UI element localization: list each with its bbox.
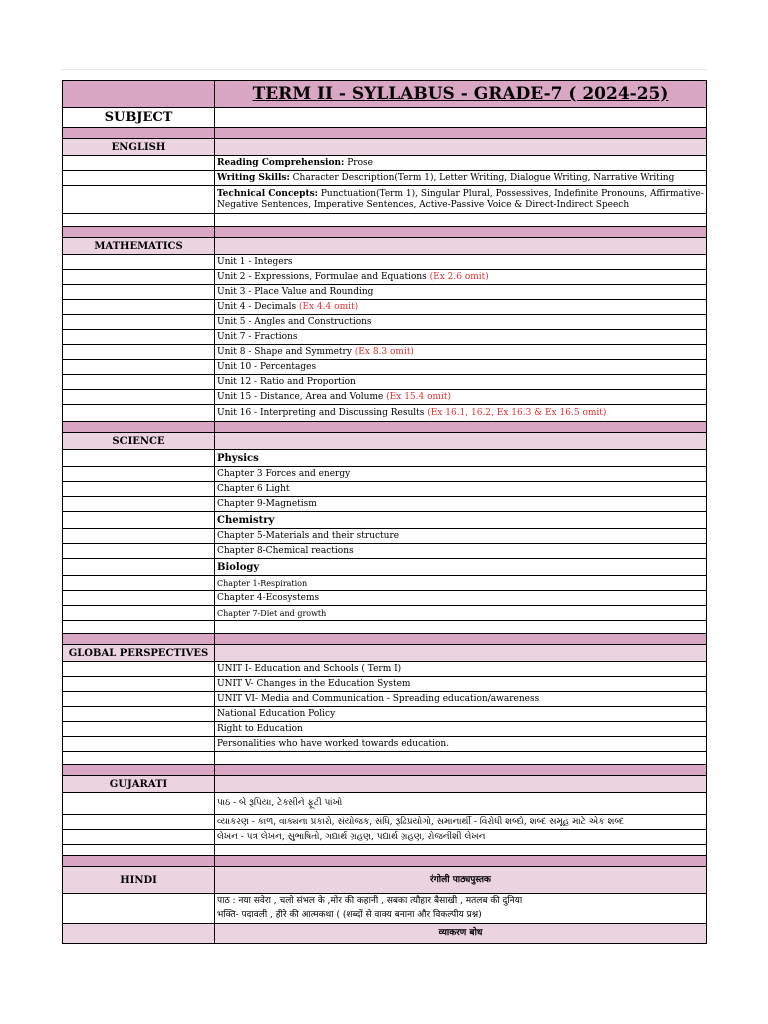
subject-hindi: HINDI xyxy=(63,867,215,894)
list-item: UNIT VI- Media and Communication - Spreading education/awareness xyxy=(63,692,707,707)
list-item: Chemistry xyxy=(63,512,707,529)
subject-english: ENGLISH xyxy=(63,139,215,156)
list-item: Chapter 8-Chemical reactions xyxy=(63,544,707,559)
gp-row xyxy=(63,645,707,662)
list-item: Chapter 9-Magnetism xyxy=(63,497,707,512)
list-item: Unit 4 - Decimals (Ex 4.4 omit) xyxy=(63,300,707,315)
subject-science: SCIENCE xyxy=(63,433,215,450)
list-item: Unit 7 - Fractions xyxy=(63,330,707,345)
list-item: Chapter 3 Forces and energy xyxy=(63,467,707,482)
title-row xyxy=(63,81,707,108)
subject-header: SUBJECT xyxy=(63,108,215,128)
syllabus-table xyxy=(62,80,707,944)
list-item: Chapter 5-Materials and their structure xyxy=(63,529,707,544)
subject-gujarati: GUJARATI xyxy=(63,776,215,793)
list-item: Chapter 7-Diet and growth xyxy=(63,606,707,621)
science-row xyxy=(63,433,707,450)
english-row xyxy=(63,139,707,156)
list-item: Biology xyxy=(63,559,707,576)
list-item: પાઠ - બે રૂપિયા, ટેક્સીને ફૂટી પાંખો xyxy=(63,793,707,815)
list-item: Unit 15 - Distance, Area and Volume (Ex 15.4 omit) xyxy=(63,390,707,405)
english-item: Technical Concepts: Punctuation(Term 1), Singular Plural, Possessives, Indefinite Pronouns, Affirmative-Negative Sentences, Imperative Sentences, Active-Passive Voice & Direct-Indirect Speech xyxy=(63,186,707,214)
list-item: भक्ति- पदावली , हीरे की आत्मकथा ( (शब्दों से वाक्य बनाना और विकल्पीय प्रश्न) xyxy=(63,909,707,924)
list-item: Unit 3 - Place Value and Rounding xyxy=(63,285,707,300)
list-item: UNIT I- Education and Schools ( Term I) xyxy=(63,662,707,677)
list-item: पाठ : नया सवेरा , चलो संभल के ,मोर की कहानी , सबका त्यौहार बैसाखी , मतलब की दुनिया xyxy=(63,894,707,909)
sheet-top-line xyxy=(62,69,706,79)
list-item: Chapter 6 Light xyxy=(63,482,707,497)
list-item: Chapter 1-Respiration xyxy=(63,576,707,591)
hindi-grammar-row xyxy=(63,924,707,944)
subject-header-row xyxy=(63,108,707,128)
list-item: લેખન - પત્ર લેખન, સુભાષિતો, ગદ્યાર્થ ગ્રહણ, પદ્યાર્થ ગ્રહણ, રોજનીશી લેખન xyxy=(63,830,707,845)
gujarati-row xyxy=(63,776,707,793)
english-item: Writing Skills: Character Description(Term 1), Letter Writing, Dialogue Writing, Narrative Writing xyxy=(63,171,707,186)
page-title: TERM II - SYLLABUS - GRADE-7 ( 2024-25) xyxy=(215,81,707,108)
hindi-grammar-title: व्याकरण बोध xyxy=(215,924,707,944)
subject-global-perspectives: GLOBAL PERSPECTIVES xyxy=(63,645,215,662)
list-item: Personalities who have worked towards education. xyxy=(63,737,707,752)
list-item: Unit 10 - Percentages xyxy=(63,360,707,375)
list-item: Physics xyxy=(63,450,707,467)
list-item: UNIT V- Changes in the Education System xyxy=(63,677,707,692)
subject-mathematics: MATHEMATICS xyxy=(63,238,215,255)
list-item: Unit 16 - Interpreting and Discussing Results (Ex 16.1, 16.2, Ex 16.3 & Ex 16.5 omit) xyxy=(63,405,707,422)
list-item: National Education Policy xyxy=(63,707,707,722)
list-item: Unit 8 - Shape and Symmetry (Ex 8.3 omit) xyxy=(63,345,707,360)
list-item: વ્યાકરણ - કાળ, વાક્યના પ્રકારો, સંયોજક, સંધિ, રૂઢિપ્રયોગો, સમાનાર્થી - વિરોધી શબ્દો, શબ્દ સમૂહ માટે એક શબ્દ xyxy=(63,815,707,830)
list-item: Unit 2 - Expressions, Formulae and Equations (Ex 2.6 omit) xyxy=(63,270,707,285)
list-item: Right to Education xyxy=(63,722,707,737)
mathematics-row xyxy=(63,238,707,255)
hindi-book-title: रंगोली पाठ्यपुस्तक xyxy=(215,867,707,894)
list-item: Unit 1 - Integers xyxy=(63,255,707,270)
hindi-row xyxy=(63,867,707,894)
list-item: Chapter 4-Ecosystems xyxy=(63,591,707,606)
list-item: Unit 12 - Ratio and Proportion xyxy=(63,375,707,390)
list-item: Unit 5 - Angles and Constructions xyxy=(63,315,707,330)
english-item: Reading Comprehension: Prose xyxy=(63,156,707,171)
